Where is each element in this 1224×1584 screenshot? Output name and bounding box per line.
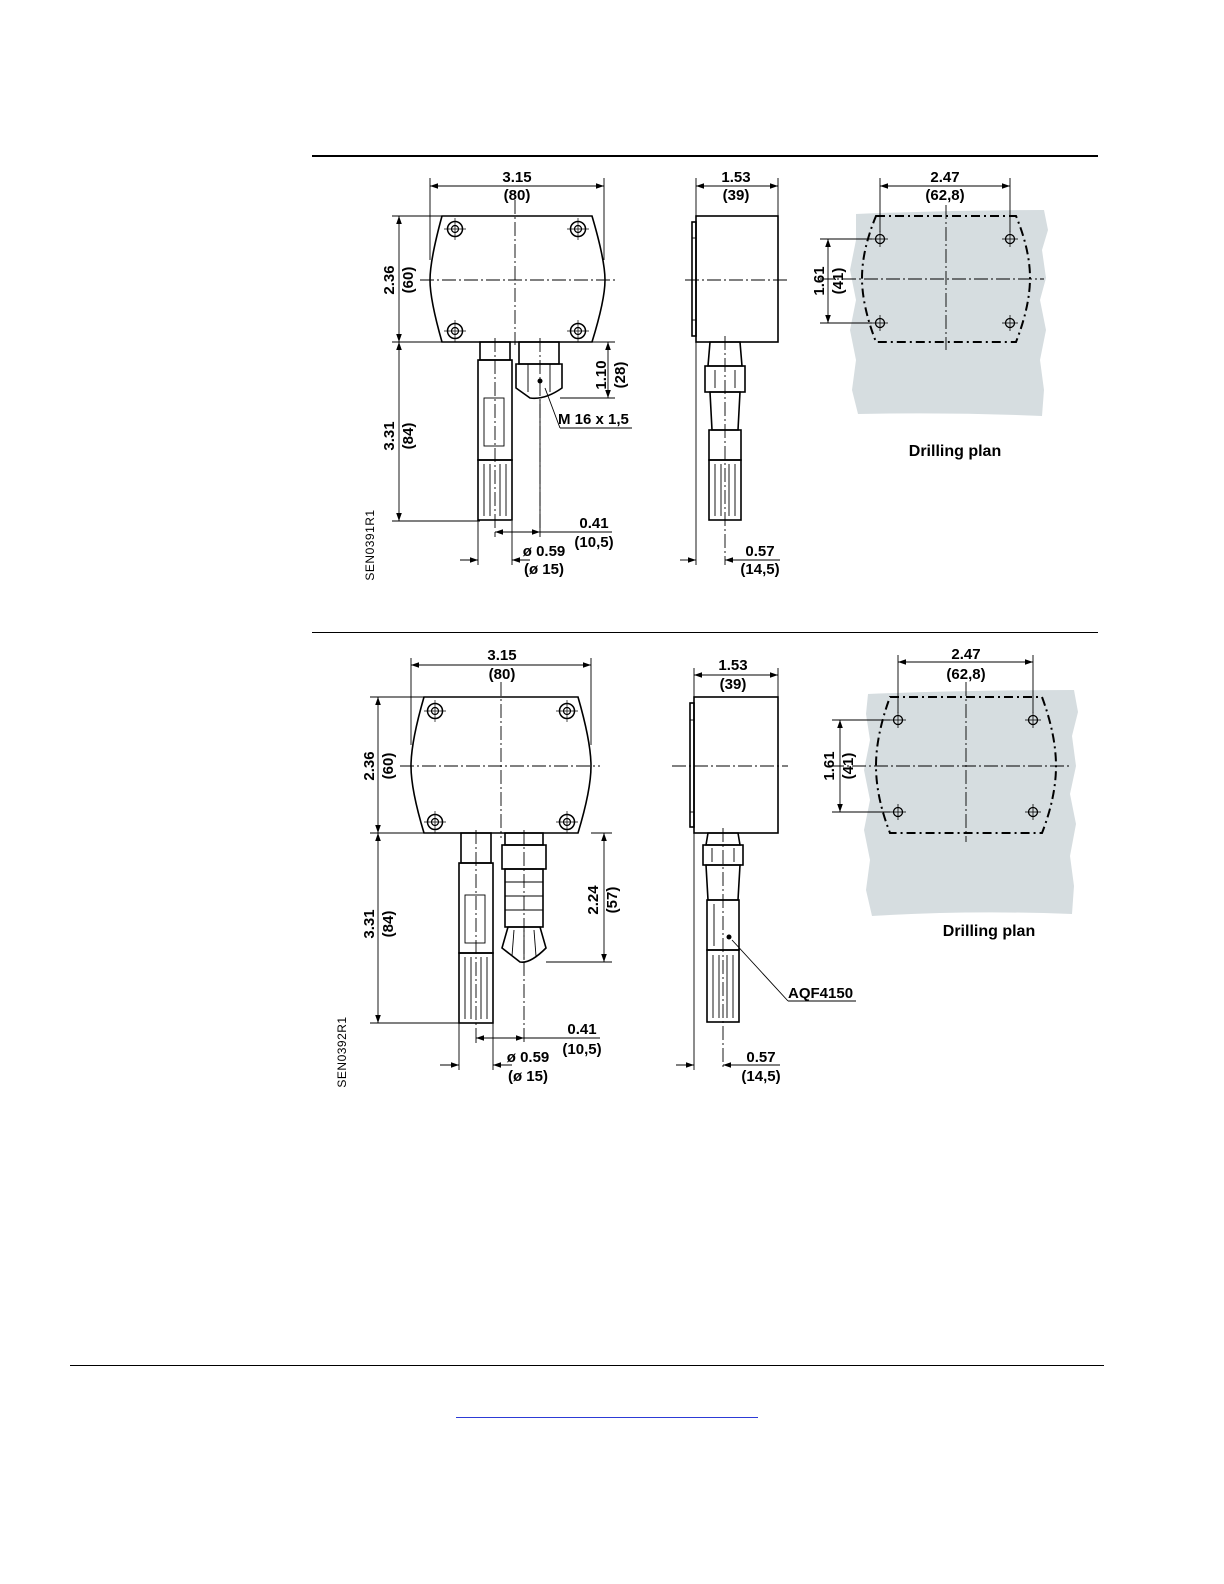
front-dimensions-2 [335,647,621,1088]
side-offset-mm-label: (14,5) [740,561,780,578]
gland-length-mm-label: (28) [612,361,629,389]
front-view-housing-2 [400,682,600,838]
probe-length-mm-label-2: (84) [380,910,397,938]
front-width-mm-label-2: (80) [488,666,516,683]
accessory-label: AQF4150 [788,985,854,1002]
diameter-label-2: ø 0.59 [506,1049,550,1066]
gland-length-label: 1.10 [593,360,610,390]
side-depth-label-2: 1.53 [718,657,748,674]
offset-label: 0.41 [579,515,609,532]
side-depth-label: 1.53 [721,169,751,186]
front-view-housing [420,200,615,345]
connector-length-label: 2.24 [585,885,602,915]
drilling-plan [811,169,1048,460]
offset-label-2: 0.41 [567,1021,597,1038]
drilling-plan-label: Drilling plan [908,443,1002,460]
side-offset-label: 0.57 [745,543,775,560]
thread-label: M 16 x 1,5 [558,411,629,428]
front-view-probe [478,338,512,530]
drill-height-mm-label: (41) [830,267,847,295]
offset-mm-label-2: (10,5) [562,1041,602,1058]
front-view-connector-2 [502,830,546,1045]
drill-width-label: 2.47 [930,169,960,186]
diameter-mm-label-2: (ø 15) [507,1068,549,1085]
drill-width-mm-label: (62,8) [925,187,965,204]
front-view-probe-2 [459,830,493,1038]
drilling-plan-label-2: Drilling plan [942,923,1036,940]
front-width-mm-label: (80) [503,187,531,204]
side-view [685,216,788,565]
drill-height-label: 1.61 [811,266,828,296]
diameter-mm-label: (ø 15) [523,561,565,578]
side-view-2 [672,697,788,1070]
front-height-mm-label: (60) [400,266,417,294]
probe-length-mm-label: (84) [400,422,417,450]
drawing-code: SEN0391R1 [363,509,377,581]
side-dimensions-2 [676,657,856,1085]
front-view-gland [516,338,562,530]
side-depth-mm-label: (39) [722,187,750,204]
side-offset-mm-label-2: (14,5) [741,1068,781,1085]
drill-height-mm-label-2: (41) [840,752,857,780]
connector-length-mm-label: (57) [604,886,621,914]
offset-mm-label: (10,5) [574,534,614,551]
front-height-mm-label-2: (60) [380,752,397,780]
side-offset-label-2: 0.57 [746,1049,776,1066]
drill-width-label-2: 2.47 [951,646,981,663]
front-dimensions [363,169,632,581]
side-depth-mm-label-2: (39) [719,676,747,693]
figure-1 [363,169,1048,581]
drill-height-label-2: 1.61 [821,751,838,781]
front-width-label-2: 3.15 [487,647,517,664]
side-dimensions [680,169,780,578]
probe-length-label-2: 3.31 [361,909,378,939]
figure-2 [335,646,1078,1088]
front-height-label-2: 2.36 [361,751,378,781]
drawing-code-2: SEN0392R1 [335,1016,349,1088]
probe-length-label: 3.31 [381,421,398,451]
front-height-label: 2.36 [381,265,398,295]
front-width-label: 3.15 [502,169,532,186]
diameter-label: ø 0.59 [522,543,566,560]
drill-width-mm-label-2: (62,8) [946,666,986,683]
drilling-plan-2 [821,646,1078,940]
